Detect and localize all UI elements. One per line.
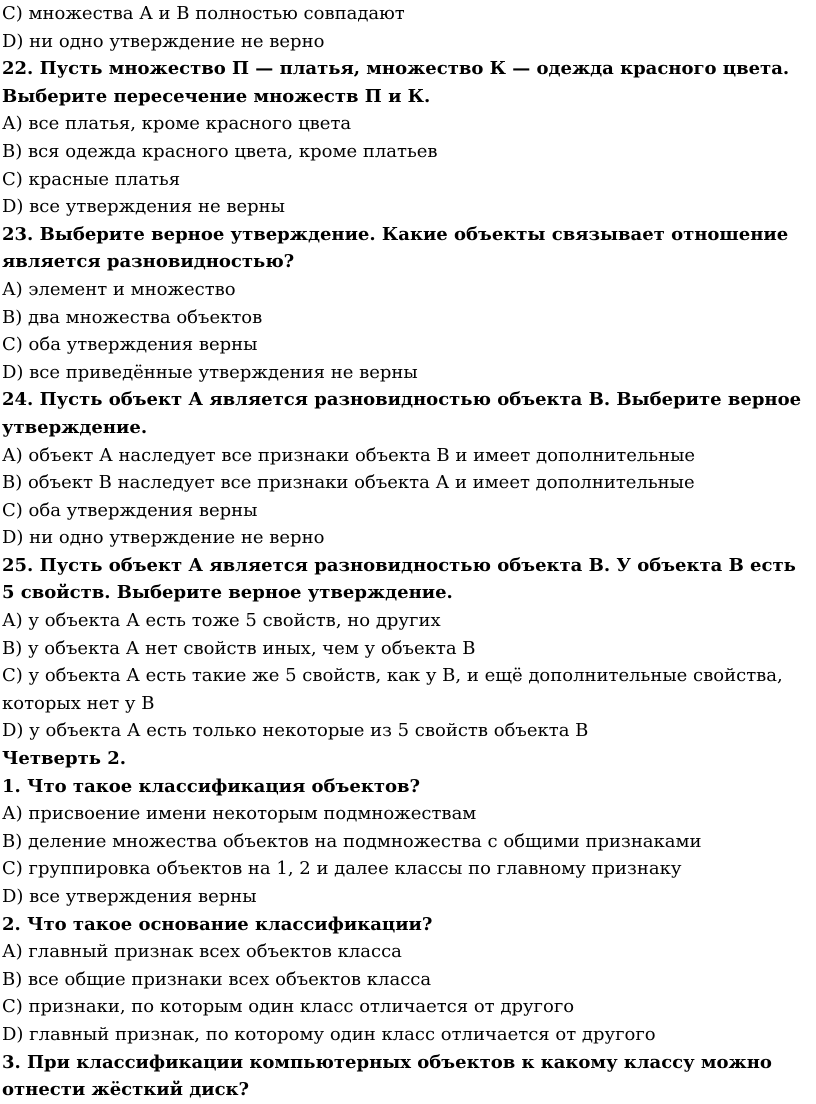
answer-option: С) оба утверждения верны bbox=[2, 334, 258, 356]
answer-option: А) у объекта А есть тоже 5 свойств, но других bbox=[2, 610, 441, 632]
answer-option: В) все общие признаки всех объектов класса bbox=[2, 968, 432, 990]
question-heading: Четверть 2. bbox=[2, 748, 127, 770]
answer-option: В) у объекта А нет свойств иных, чем у объекта В bbox=[2, 637, 476, 659]
answer-option: D) ни одно утверждение не верно bbox=[2, 30, 325, 52]
answer-option: С) красные платья bbox=[2, 168, 181, 190]
answer-option: С) признаки, по которым один класс отличается от другого bbox=[2, 996, 575, 1018]
answer-option: А) присвоение имени некоторым подмножествам bbox=[2, 803, 477, 825]
answer-option: D) все утверждения верны bbox=[2, 886, 257, 907]
answer-option: А) главный признак всех объектов класса bbox=[2, 941, 402, 963]
question-heading: 24. Пусть объект А является разновидностью объекта В. Выберите верное утверждение. bbox=[2, 389, 802, 438]
answer-option: D) у объекта А есть только некоторые из 5 свойств объекта В bbox=[2, 720, 589, 742]
answer-option: С) у объекта А есть такие же 5 свойств, как у В, и ещё дополнительные свойства, которых нет у В bbox=[2, 665, 783, 714]
answer-option: В) два множества объектов bbox=[2, 306, 263, 328]
question-heading: 1. Что такое классификация объектов? bbox=[2, 775, 421, 797]
answer-option: D) все приведённые утверждения не верны bbox=[2, 361, 418, 383]
answer-option: А) элемент и множество bbox=[2, 278, 236, 300]
answer-option: D) главный признак, по которому один класс отличается от другого bbox=[2, 1023, 656, 1045]
answer-option: С) оба утверждения верны bbox=[2, 499, 258, 521]
answer-option: С) группировка объектов на 1, 2 и далее классы по главному признаку bbox=[2, 858, 682, 880]
question-heading: 22. Пусть множество П — платья, множество К — одежда красного цвета. Выберите пересечение множеств П и К. bbox=[2, 58, 790, 107]
answer-option: D) все утверждения не верны bbox=[2, 196, 285, 218]
question-heading: 25. Пусть объект А является разновидностью объекта В. У объекта В есть 5 свойств. Выберите верное утверждение. bbox=[2, 554, 796, 604]
answer-option: D) ни одно утверждение не верно bbox=[2, 527, 325, 549]
document-body bbox=[2, 0, 810, 1104]
answer-option: А) все платья, кроме красного цвета bbox=[2, 113, 352, 135]
answer-option: В) деление множества объектов на подмножества с общими признаками bbox=[2, 830, 702, 852]
answer-option: В) вся одежда красного цвета, кроме платьев bbox=[2, 140, 438, 162]
answer-option: В) объект В наследует все признаки объекта А и имеет дополнительные bbox=[2, 472, 695, 494]
answer-option: C) множества А и В полностью совпадают bbox=[2, 3, 405, 24]
question-heading: 23. Выберите верное утверждение. Какие объекты связывает отношение является разновидностью? bbox=[2, 223, 789, 273]
answer-option: А) объект А наследует все признаки объекта В и имеет дополнительные bbox=[2, 444, 696, 466]
question-heading: 2. Что такое основание классификации? bbox=[2, 913, 433, 935]
question-heading: 3. При классификации компьютерных объектов к какому классу можно отнести жёсткий диск? bbox=[2, 1051, 772, 1101]
